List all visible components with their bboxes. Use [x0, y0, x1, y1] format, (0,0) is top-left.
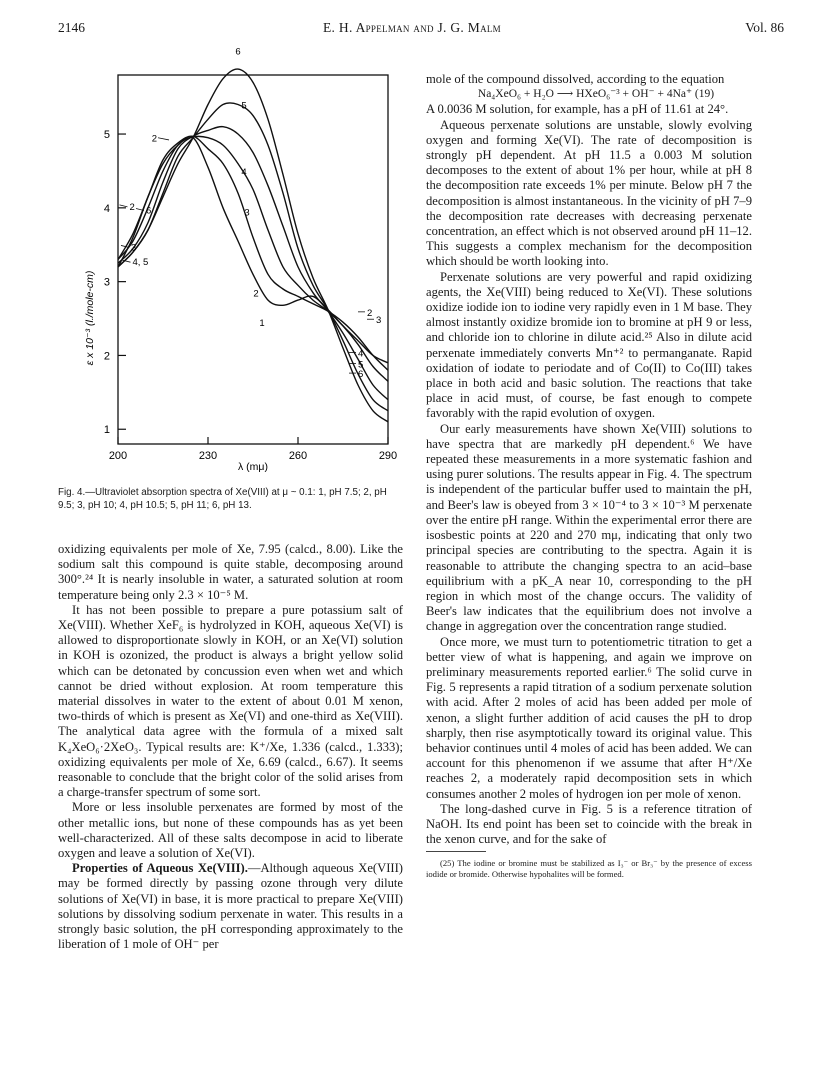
y-tick-label: 5 [103, 129, 110, 142]
volume-label: Vol. 86 [745, 20, 784, 35]
left-column [58, 542, 403, 952]
curve-label-top-left: 2 [151, 133, 157, 145]
equation-19: Na₄XeO₆ + H₂O ⟶ HXeO₆⁻³ + OH⁻ + 4Na⁺ (19) [477, 88, 715, 101]
paragraph-text: —Although aqueous Xe(VIII) may be formed directly by passing ozone through very dilute solutions of Xe(VI) in base, it is more practical to prepare Xe(VIII) solutions by dissolving sodium perxenate in water. This results in a strongly basic solution, the pH corresponding approximately to the liberation of 1 mole of OH⁻ per [58, 861, 403, 952]
paragraph: Perxenate solutions are very powerful and rapid oxidizing agents, the Xe(VIII) being reduced to Xe(VI). These solutions oxidize iodide ion to iodine very rapidly even in 1 M base. They almost instantly oxidize bromide ion to bromine at pH 9 or less, and chloride ion to chlorine in dilute acid.²⁵ Also in dilute acid perxenate immediately converts Mn⁺² to permanganate. Rapid oxidation of iodate to periodate and of Co(II) to Co(III) takes place in both acid and basic solution. The reactions that take place in acid must, of course, be fast enough to compete favorably with the rapid evolution of oxygen. [426, 269, 752, 421]
curve-label-5: 5 [241, 100, 247, 112]
curve-label-right: 5 [358, 359, 364, 371]
y-axis-label: ε x 10⁻³ (l./mole-cm) [84, 270, 96, 366]
x-axis-label: λ (mμ) [238, 461, 268, 473]
paragraph: Once more, we must turn to potentiometric titration to get a better view of what is happening, and again we improve on preliminary measurements reported earlier.⁶ The solid curve in Fig. 5 represents a rapid titration of a sodium perxenate solution with acid. After 2 moles of acid has been added per mole of xenon, a slight further addition of acid causes the pH to drop sharply, then rise asymptotically toward its original value. This behavior continues until 4 moles of acid has been added. We can account for this phenomenon if we assume that after H⁺/Xe reaches 2, a moderately rapid decomposition sets in which consumes another 2 moles of hydrogen ion per mole of xenon. [426, 634, 752, 801]
paragraph: It has not been possible to prepare a pure potassium salt of Xe(VIII). Whether XeF₆ is hydrolyzed in KOH, aqueous Xe(VI) is allowed to disproportionate slowly in KOH, or an Xe(VI) solution in KOH is ozonized, the product is always a bright yellow solid which can be detonated by concussion even when wet and which cannot be dried without explosion. At room temperature this material dissolves in water to the extent of about 0.01 M xenon, two-thirds of which is present as Xe(VI) and one-third as Xe(VIII). The analytical data agree with the formula of a mixed salt K₄XeO₆·2XeO₃. Typical results are: K⁺/Xe, 1.336 (calcd., 1.333); oxidizing equivalents per mole of Xe, 6.69 (calcd., 6.67). It seems reasonable to conclude that the bright color of the solid arises from a charge-transfer spectrum of some sort. [58, 602, 403, 800]
y-tick-label: 3 [103, 276, 110, 289]
curve-label-left: 3 [131, 242, 137, 254]
series-line-2 [118, 133, 388, 370]
curve-label-2: 2 [253, 288, 259, 300]
footnote-25: (25) The iodine or bromine must be stabilized as I₃⁻ or Br₃⁻ by the presence of excess iodide or bromide. Otherwise hypohalites will be formed. [426, 858, 752, 880]
y-tick-label: 4 [103, 202, 110, 215]
plot-frame [118, 75, 388, 444]
paragraph: Aqueous perxenate solutions are unstable, slowly evolving oxygen and forming Xe(VI). The rate of decomposition is strongly pH dependent. At pH 11.5 a 0.003 M solution decomposes to the extent of about 1% per hour, while at pH 8 the decomposition rate exceeds 1% per minute. Below pH 7 the decomposition is almost instantaneous. In the vicinity of pH 7–9 the decomposition rate decreases with decreasing perxenate concentration, an effect which is not observed around pH 11–12. This suggests a complex mechanism for the decomposition which should be worth looking into. [426, 117, 752, 269]
curve-label-right: 2 [367, 307, 373, 319]
right-column [426, 72, 752, 880]
paragraph: oxidizing equivalents per mole of Xe, 7.95 (calcd., 8.00). Like the sodium salt this compound is quite stable, decomposing around 300°.²⁴ It is nearly insoluble in water, a saturated solution at room temperature being only 2.3 × 10⁻⁵ M. [58, 542, 403, 602]
curve-label-1: 1 [259, 318, 265, 330]
curve-label-6: 6 [235, 46, 241, 58]
footnote-rule [426, 851, 486, 852]
x-tick-label: 230 [198, 450, 218, 462]
paragraph-section-start [58, 861, 403, 952]
y-tick-label: 2 [103, 350, 110, 363]
x-tick-label: 260 [288, 450, 308, 462]
paragraph: The long-dashed curve in Fig. 5 is a reference titration of NaOH. Its end point has been set to coincide with the break in the xenon curve, and for the sake of [426, 801, 752, 847]
series-line-5 [118, 100, 388, 411]
page-number: 2146 [58, 20, 85, 35]
x-tick-label: 290 [378, 450, 398, 462]
section-heading: Properties of Aqueous Xe(VIII). [72, 861, 248, 876]
curve-label-left: 4, 5 [132, 257, 149, 269]
figure-4-chart [58, 46, 403, 488]
x-tick-label: 200 [108, 450, 128, 462]
curve-label-right: 6 [358, 369, 364, 381]
curve-label-left: 6 [146, 205, 152, 217]
paragraph: A 0.0036 M solution, for example, has a pH of 11.61 at 24°. [426, 102, 729, 117]
curve-label-3: 3 [244, 207, 250, 219]
paragraph: More or less insoluble perxenates are formed by most of the other metallic ions, but none of these compounds has as yet been well-characterized. All of these salts decompose in acid to liberate oxygen and leave a solution of Xe(VI). [58, 800, 403, 861]
paragraph: Our early measurements have shown Xe(VIII) solutions to have spectra that are markedly pH dependent.⁶ We have repeated these measurements in a more systematic fashion and using purer solutions. The results appear in Fig. 4. The spectrum is independent of the particular buffer used to maintain the pH, and Beer's law is obeyed from 3 × 10⁻⁴ to 3 × 10⁻³ M perxenate over the entire pH range. Within the experimental error there are isosbestic points at 220 and 270 mμ, indicating that only two principal species are contributing to the spectra. Again it is reasonable to attribute the changing spectra to an acid–base equilibrium with a pK_A near 10, corresponding to the pH region in which most of the change occurs. The validity of Beer's law indicates that the equilibrium does not involve a change in aggregation over the concentration range studied. [426, 421, 752, 634]
paragraph: mole of the compound dissolved, according to the equation [426, 72, 725, 86]
label-leader [158, 138, 169, 140]
series-line-6 [118, 69, 388, 422]
label-leader [120, 205, 128, 207]
curve-label-right: 3 [376, 315, 382, 327]
running-head-authors: E. H. Appelman and J. G. Malm [323, 20, 501, 35]
y-tick-label: 1 [103, 424, 110, 437]
curve-label-right: 4 [358, 348, 364, 360]
curve-label-4: 4 [241, 166, 247, 178]
figure-4-caption: Fig. 4.—Ultraviolet absorption spectra of Xe(VIII) at μ ~ 0.1: 1, pH 7.5; 2, pH 9.5; 3, pH 10; 4, pH 10.5; 5, pH 11; 6, pH 13. [58, 487, 387, 511]
curve-label-left: 2 [129, 201, 135, 213]
